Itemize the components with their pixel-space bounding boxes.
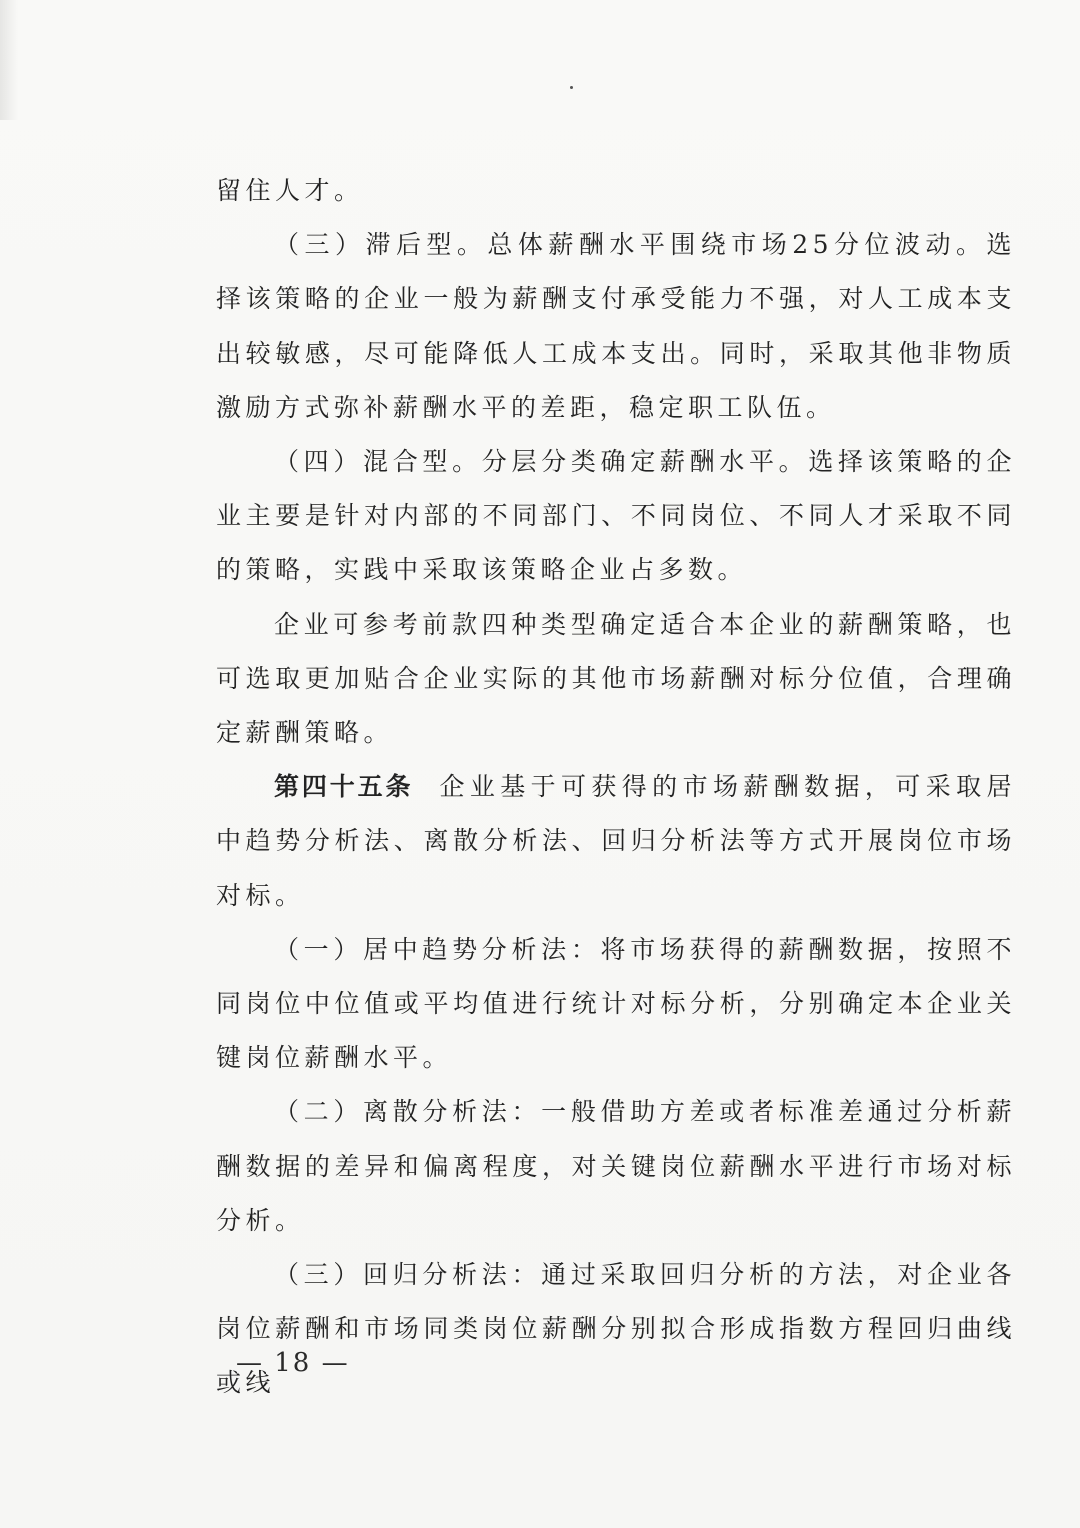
paragraph: 企业可参考前款四种类型确定适合本企业的薪酬策略，也可选取更加贴合企业实际的其他市场薪酬对标分位值，合理确定薪酬策略。 xyxy=(216,609,1016,748)
page-number: — 18 — xyxy=(236,1348,350,1378)
paragraph: 留住人才。 xyxy=(216,176,364,205)
scan-speck xyxy=(570,86,573,89)
article-paragraph xyxy=(216,760,1016,923)
paragraph: （三）滞后型。总体薪酬水平围绕市场25分位波动。选择该策略的企业一般为薪酬支付承受能力不强，对人工成本支出较敏感，尽可能降低人工成本支出。同时，采取其他非物质激励方式弥补薪酬水平的差距，稳定职工队伍。 xyxy=(216,230,1016,422)
article-number: 第四十五条 xyxy=(274,772,414,802)
paragraph: （四）混合型。分层分类确定薪酬水平。选择该策略的企业主要是针对内部的不同部门、不同岗位、不同人才采取不同的策略，实践中采取该策略企业占多数。 xyxy=(216,447,1016,585)
paragraph: （一）居中趋势分析法：将市场获得的薪酬数据，按照不同岗位中位值或平均值进行统计对标分析，分别确定本企业关键岗位薪酬水平。 xyxy=(216,934,1016,1073)
scan-edge-shadow xyxy=(0,0,18,120)
paragraph: （二）离散分析法：一般借助方差或者标准差通过分析薪酬数据的差异和偏离程度，对关键岗位薪酬水平进行市场对标分析。 xyxy=(216,1097,1016,1235)
body-text xyxy=(216,164,1016,1411)
article-text: 企业基于可获得的市场薪酬数据，可采取居中趋势分析法、离散分析法、回归分析法等方式开展岗位市场对标。 xyxy=(216,772,1016,910)
paragraph: （三）回归分析法：通过采取回归分析的方法，对企业各岗位薪酬和市场同类岗位薪酬分别拟合形成指数方程回归曲线或线 xyxy=(216,1260,1016,1398)
